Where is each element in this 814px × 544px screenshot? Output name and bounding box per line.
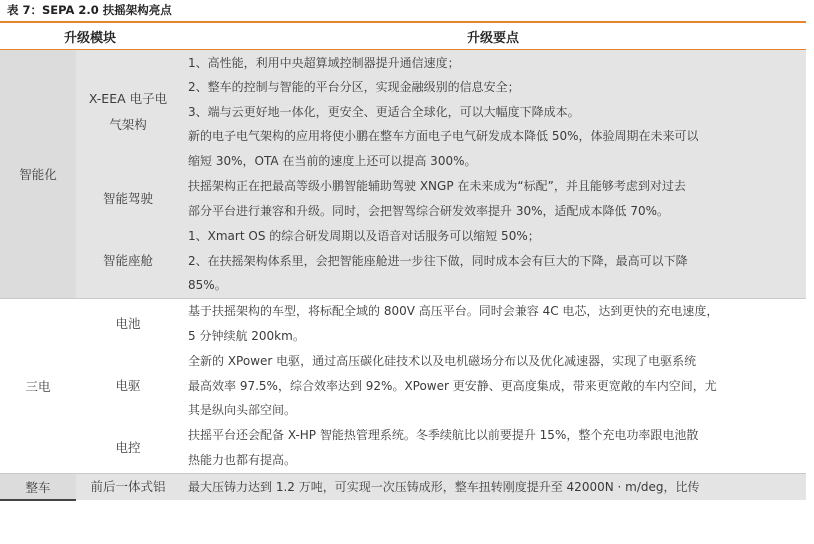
submodule-cell: 智能驾驶 <box>76 174 180 224</box>
table-row <box>0 174 806 224</box>
submodule-line: 气架构 <box>109 117 147 132</box>
content-cell <box>180 349 806 423</box>
content-line: 5 分钟续航 200km。 <box>188 329 305 343</box>
content-line: 最高效率 97.5%，综合效率达到 92%。XPower 更安静、更高度集成，带来更宽敞的车内空间，尤 <box>188 378 717 393</box>
submodule-cell: 电控 <box>76 423 180 474</box>
content-cell <box>180 299 806 350</box>
content-line: 全新的 XPower 电驱，通过高压碳化硅技术以及电机磁场分布以及优化减速器，实现了电驱系统 <box>188 354 697 369</box>
content-cell <box>180 224 806 299</box>
table-header-row <box>0 22 806 50</box>
submodule-cell <box>76 50 180 175</box>
content-line: 2、整车的控制与智能的平台分区，实现金融级别的信息安全； <box>188 80 520 95</box>
table-row <box>0 474 806 501</box>
table-row <box>0 423 806 474</box>
submodule-cell: 电池 <box>76 299 180 350</box>
content-cell <box>180 50 806 175</box>
header-upgrade-module: 升级模块 <box>0 22 180 50</box>
category-cell: 智能化 <box>0 50 76 299</box>
table-caption: 表 7：SEPA 2.0 扶摇架构亮点 <box>7 3 172 17</box>
submodule-line: X-EEA 电子电 <box>88 91 168 106</box>
content-line: 1、高性能，利用中央超算域控制器提升通信速度； <box>188 55 460 70</box>
content-line: 部分平台进行兼容和升级。同时，会把智驾综合研发效率提升 30%，适配成本降低 70%。 <box>188 204 669 218</box>
category-cell: 三电 <box>0 299 76 474</box>
content-line: 1、Xmart OS 的综合研发周期以及语音对话服务可以缩短 50%； <box>188 229 540 244</box>
content-line: 2、在扶摇架构体系里，会把智能座舱进一步往下做，同时成本会有巨大的下降，最高可以下降 <box>188 253 688 268</box>
sepa-feature-table <box>0 21 806 501</box>
content-cell <box>180 174 806 224</box>
content-line: 热能力也都有提高。 <box>188 453 297 467</box>
content-cell <box>180 474 806 501</box>
content-line: 扶摇平台还会配备 X-HP 智能热管理系统。冬季续航比以前要提升 15%，整个充电功率跟电池散 <box>188 428 699 443</box>
table-row <box>0 224 806 299</box>
table-row <box>0 349 806 423</box>
content-line: 85%。 <box>188 278 227 293</box>
content-line: 最大压铸力达到 1.2 万吨，可实现一次压铸成形，整车扭转刚度提升至 42000N · m/deg，比传 <box>188 479 700 494</box>
submodule-cell: 前后一体式铝 <box>76 474 180 501</box>
table-row <box>0 299 806 350</box>
content-line: 新的电子电气架构的应用将使小鹏在整车方面电子电气研发成本降低 50%，体验周期在未来可以 <box>188 129 699 144</box>
content-line: 基于扶摇架构的车型，将标配全域的 800V 高压平台。同时会兼容 4C 电芯，达到更快的充电速度， <box>188 304 719 319</box>
content-line: 缩短 30%，OTA 在当前的速度上还可以提高 300%。 <box>188 153 477 168</box>
submodule-cell: 电驱 <box>76 349 180 423</box>
content-cell <box>180 423 806 474</box>
content-line: 其是纵向头部空间。 <box>188 403 297 418</box>
category-cell: 整车 <box>0 474 76 501</box>
table-row <box>0 50 806 175</box>
header-upgrade-points: 升级要点 <box>180 22 806 50</box>
content-line: 扶摇架构正在把最高等级小鹏智能辅助驾驶 XNGP 在未来成为“标配”，并且能够考虑到对过去 <box>188 179 686 194</box>
submodule-cell: 智能座舱 <box>76 224 180 299</box>
content-line: 3、端与云更好地一体化，更安全、更适合全球化，可以大幅度下降成本。 <box>188 104 580 119</box>
